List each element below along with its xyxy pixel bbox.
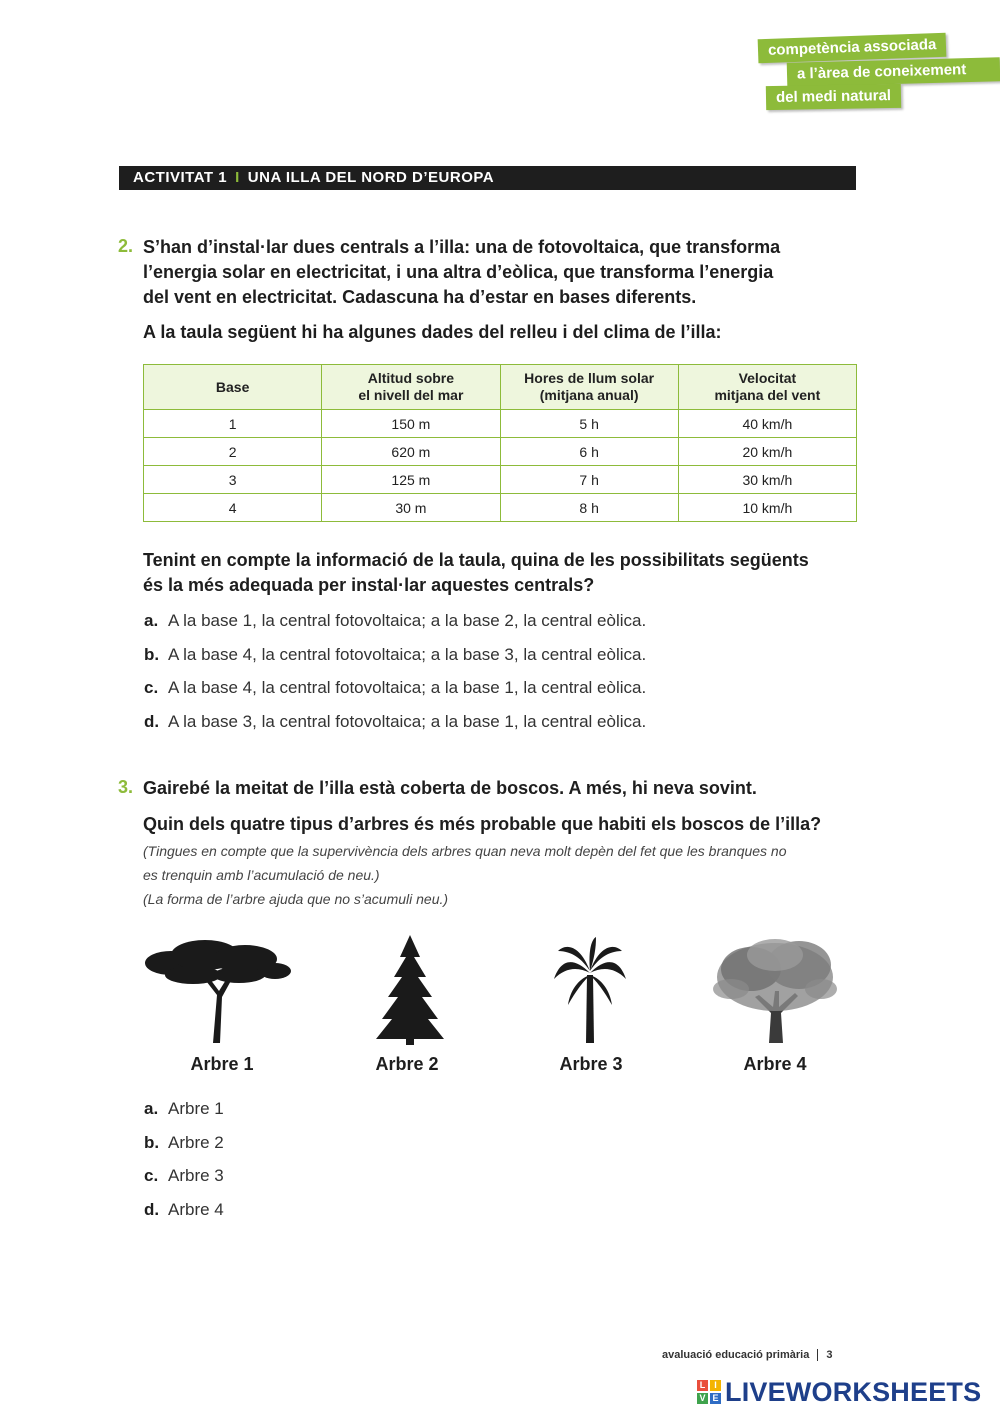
deciduous-tree-icon: [711, 935, 841, 1045]
competence-tag-line-2: a l’àrea de coneixement: [787, 57, 1000, 87]
table-row: [144, 466, 857, 494]
table-cell: 620 m: [322, 438, 500, 466]
table-cell: 5 h: [500, 410, 678, 438]
header-line: Altitud sobre: [367, 370, 455, 386]
competence-tag-line-1: competència associada: [758, 33, 947, 64]
option-letter: d.: [144, 712, 160, 731]
header-line: mitjana del vent: [714, 387, 821, 403]
table-header-sun-hours: [500, 365, 678, 410]
competence-tag-line-3: del medi natural: [766, 84, 901, 110]
tree-label-3: Arbre 3: [559, 1054, 623, 1074]
table-cell: 4: [144, 494, 322, 522]
question-2-prompt-line: Tenint en compte la informació de la taula, quina de les possibilitats següents: [143, 550, 809, 570]
page-number: 3: [826, 1349, 833, 1361]
acacia-tree-icon: [143, 935, 293, 1045]
question-3-statement: Gairebé la meitat de l’illa està coberta de boscos. A més, hi neva sovint.: [143, 778, 757, 798]
option-letter: b.: [144, 645, 160, 664]
note-line: es trenquin amb l’acumulació de neu.): [143, 867, 380, 883]
note-line: (La forma de l’arbre ajuda que no s’acumuli neu.): [143, 891, 449, 907]
table-cell: 7 h: [500, 466, 678, 494]
question-3-number: 3.: [118, 777, 134, 797]
table-cell: 40 km/h: [678, 410, 856, 438]
option-letter: d.: [144, 1200, 160, 1219]
logo-letter: I: [710, 1380, 721, 1391]
table-cell: 30 km/h: [678, 466, 856, 494]
header-line: el nivell del mar: [358, 387, 464, 403]
activity-label: ACTIVITAT 1: [133, 169, 228, 186]
tree-label-4: Arbre 4: [743, 1054, 807, 1074]
table-cell: 2: [144, 438, 322, 466]
option-text: Arbre 4: [168, 1200, 224, 1219]
q3-option-d[interactable]: [144, 1200, 224, 1220]
q3-option-c[interactable]: [144, 1166, 224, 1186]
logo-mark-icon: [697, 1380, 721, 1404]
data-table: [143, 364, 857, 522]
activity-title: UNA ILLA DEL NORD D’EUROPA: [247, 169, 495, 186]
option-letter: a.: [144, 611, 159, 630]
q2-option-b[interactable]: [144, 645, 646, 665]
question-3-notes: [143, 839, 863, 911]
option-letter: b.: [144, 1133, 160, 1152]
option-text: A la base 3, la central fotovoltaica; a la base 1, la central eòlica.: [168, 712, 647, 731]
tree-label-2: Arbre 2: [375, 1054, 439, 1074]
header-line: Hores de llum solar: [524, 370, 655, 386]
table-header-wind-speed: [678, 365, 856, 410]
option-text: Arbre 2: [168, 1133, 224, 1152]
option-letter: c.: [144, 1166, 159, 1185]
option-letter: a.: [144, 1099, 159, 1118]
liveworksheets-logo[interactable]: [697, 1376, 981, 1408]
table-cell: 30 m: [322, 494, 500, 522]
q3-option-a[interactable]: [144, 1099, 224, 1119]
header-line: Base: [215, 378, 250, 395]
q2-option-c[interactable]: [144, 678, 646, 698]
palm-tree-icon: [552, 935, 628, 1045]
question-2-prompt-line: és la més adequada per instal·lar aquestes centrals?: [143, 575, 595, 595]
page-footer: [662, 1349, 832, 1361]
table-header-base: [144, 365, 322, 410]
table-cell: 125 m: [322, 466, 500, 494]
option-text: Arbre 3: [168, 1166, 224, 1185]
option-text: A la base 4, la central fotovoltaica; a la base 3, la central eòlica.: [168, 645, 647, 664]
table-cell: 3: [144, 466, 322, 494]
question-2-intro: A la taula següent hi ha algunes dades del relleu i del clima de l’illa:: [143, 322, 722, 342]
question-2-line: del vent en electricitat. Cadascuna ha d’estar en bases diferents.: [143, 287, 697, 307]
footer-divider: [817, 1349, 818, 1361]
tree-label-1: Arbre 1: [190, 1054, 254, 1074]
table-cell: 150 m: [322, 410, 500, 438]
logo-text: LIVEWORKSHEETS: [725, 1376, 982, 1407]
option-text: A la base 1, la central fotovoltaica; a la base 2, la central eòlica.: [168, 611, 647, 630]
question-2-line: S’han d’instal·lar dues centrals a l’illa: una de fotovoltaica, que transforma: [143, 237, 781, 257]
question-2-statement: [143, 235, 863, 310]
activity-header: [119, 166, 856, 190]
logo-letter: V: [697, 1393, 708, 1404]
option-text: Arbre 1: [168, 1099, 224, 1118]
option-text: A la base 4, la central fotovoltaica; a la base 1, la central eòlica.: [168, 678, 647, 697]
question-2-number: 2.: [118, 236, 134, 256]
question-3-question: Quin dels quatre tipus d’arbres és més probable que habiti els boscos de l’illa?: [143, 814, 822, 834]
conifer-tree-icon: [372, 935, 448, 1045]
table-cell: 20 km/h: [678, 438, 856, 466]
header-line: Velocitat: [738, 370, 797, 386]
table-header-row: [144, 365, 857, 410]
q2-option-a[interactable]: [144, 611, 646, 631]
table-cell: 10 km/h: [678, 494, 856, 522]
note-line: (Tingues en compte que la supervivència dels arbres quan neva molt depèn del fet que les branques no: [143, 843, 787, 859]
table-cell: 6 h: [500, 438, 678, 466]
table-row: [144, 438, 857, 466]
table-header-altitude: [322, 365, 500, 410]
table-row: [144, 410, 857, 438]
logo-letter: E: [710, 1393, 721, 1404]
question-2-line: l’energia solar en electricitat, i una altra d’eòlica, que transforma l’energia: [143, 262, 774, 282]
logo-letter: L: [697, 1380, 708, 1391]
header-line: (mitjana anual): [539, 387, 639, 403]
table-row: [144, 494, 857, 522]
question-2-prompt: [143, 548, 863, 598]
footer-text: avaluació educació primària: [662, 1349, 810, 1361]
option-letter: c.: [144, 678, 159, 697]
activity-separator: I: [235, 169, 240, 186]
q3-option-b[interactable]: [144, 1133, 224, 1153]
q2-option-d[interactable]: [144, 712, 646, 732]
table-cell: 8 h: [500, 494, 678, 522]
table-cell: 1: [144, 410, 322, 438]
